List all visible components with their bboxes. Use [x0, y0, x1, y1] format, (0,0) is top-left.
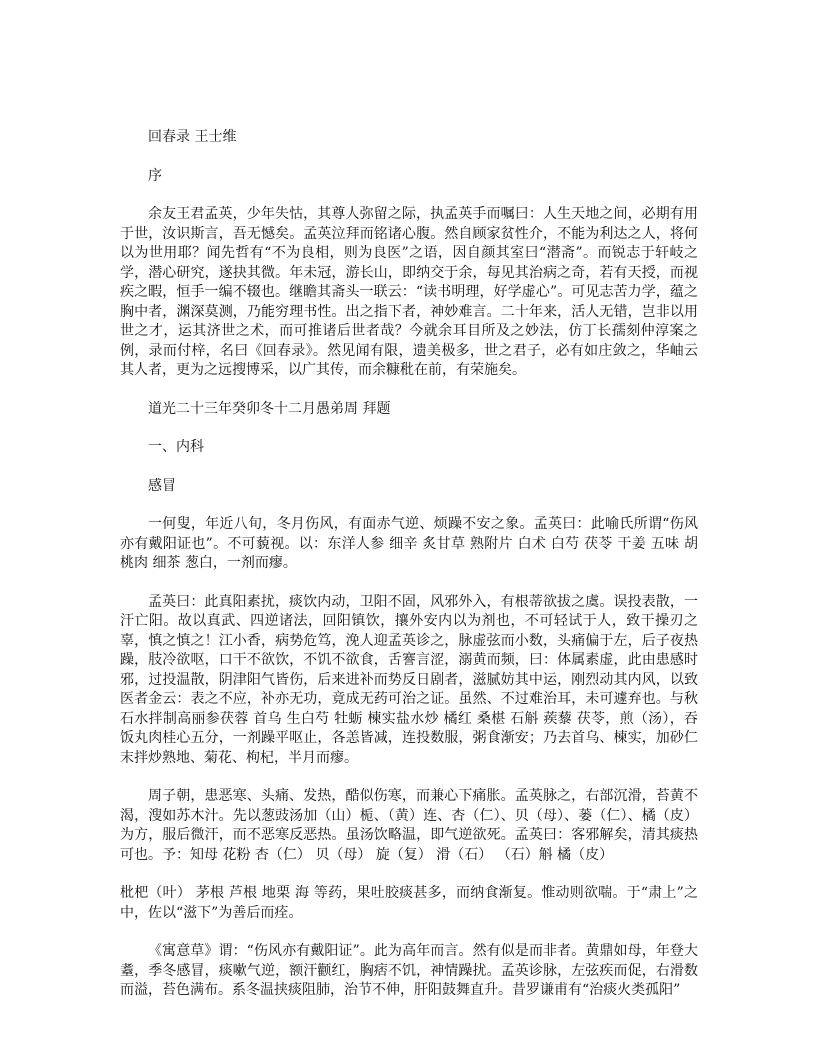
preface-paragraph: 余友王君孟英，少年失怙，其尊人弥留之际，执孟英手而嘱曰：人生天地之间，必期有用于世，汝识斯言，吾无憾矣。孟英泣拜而铭诸心腹。然自顾家贫性介，不能为利达之人，将何以为世用耶？闻先哲有“不为良相，则为良医”之语，因自颜其室曰“潜斋”。而锐志于轩岐之学，潜心研究，遂抉其微。年未冠，游长山，即纳交于余，每见其治病之奇，若有天授，而视疾之暇，恒手一编不辍也。继瞻其斋头一联云：“读书明理，好学虚心”。可见志苦力学，蕴之胸中者，渊深莫测，乃能穷理书性。出之指下者，神妙难言。二十年来，活人无错，岂非以用世之才，运其济世之术，而可推诸后世者哉？今就余耳目所及之妙法，仿丁长孺刻仲淳案之例，录而付梓，名曰《回春录》。然见闻有限，遗美极多，世之君子，必有如庄敛之，华岫云其人者，更为之远搜博采，以广其传，而余糠秕在前，有荣施矣。	[120, 206, 698, 378]
preface-dateline: 道光二十三年癸卯冬十二月愚弟周 拜题	[148, 400, 391, 417]
subsection-heading: 感冒	[148, 477, 176, 494]
case-paragraph-2: 孟英曰：此真阳素扰，痰饮内动，卫阳不固，风邪外入，有根蒂欲拔之虞。误投表散，一汗亡阳。故以真武、四逆诸法，回阳镇饮，攘外安内以为剂也，不可轻试于人，致干操刃之辜，慎之慎之！江小香，病势危笃，浼人迎孟英诊之，脉虚弦而小数，头痛偏于左，后子夜热躁，肢冷欲呕，口干不欲饮，不饥不欲食，舌謇言涩，溺黄而频，曰：体属素虚，此由患感时邪，过投温散，阴津阳气皆伤，后来进补而势反日剧者，滋腻妨其中运，刚烈动其内风，以致医者金云：表之不应，补亦无功，竟成无药可治之证。虽然、不过难治耳，未可遽弃也。与秋石水拌制高丽参茯蓉 首乌 生白芍 牡蛎 楝实盐水炒 橘红 桑椹 石斛 蒺藜 茯苓，煎（汤），吞饭丸肉桂心五分，一剂躁平呕止，各恙皆减，连投数服，粥食渐安；乃去首乌、楝实，加砂仁末拌炒熟地、菊花、枸杞，半月而瘳。	[120, 593, 698, 766]
case-paragraph-4: 《寓意草》谓：“伤风亦有戴阳证”。此为高年而言。然有似是而非者。黄鼎如母，年登大耋，季冬感冒，痰嗽气逆，额汗颧红，胸痞不饥，神情躁扰。孟英诊脉，左弦疾而促，右滑数而溢，苔色满布。系冬温挟痰阻肺，治节不伸，肝阳鼓舞直升。昔罗谦甫有“治痰火类孤阳”	[120, 943, 698, 998]
case-paragraph-3: 周子朝，患恶寒、头痛、发热，酷似伤寒，而兼心下痛胀。孟英脉之，右部沉滑，苔黄不渴，溲如苏木汁。先以葱豉汤加（山）栀、（黄）连、杏（仁）、贝（母）、蒌（仁）、橘（皮）为方，服后微汗，而不恶寒反恶热。虽汤饮略温，即气逆欲死。孟英曰：客邪解矣，清其痰热可也。予：知母 花粉 杏（仁） 贝（母） 旋（复） 滑（石） （石）斛 橘（皮）	[120, 788, 698, 863]
case-paragraph-1: 一何叟，年近八旬，冬月伤风，有面赤气逆、烦躁不安之象。孟英曰：此喻氏所谓“伤风亦有戴阳证也”。不可藐视。以：东洋人参 细辛 炙甘草 熟附片 白术 白芍 茯苓 干姜 五味 胡桃肉 细茶 葱白，一剂而瘳。	[120, 516, 698, 571]
case-paragraph-3-continued: 枇杷（叶） 茅根 芦根 地栗 海 等药，果吐胶痰甚多，而纳食渐复。惟动则欲喘。于“肃上”之中，佐以“滋下”为善后而痊。	[120, 885, 698, 921]
document-page	[120, 128, 698, 1020]
preface-heading: 序	[148, 167, 162, 184]
document-title: 回春录 王士维	[148, 129, 237, 145]
section-heading: 一、内科	[148, 439, 204, 455]
